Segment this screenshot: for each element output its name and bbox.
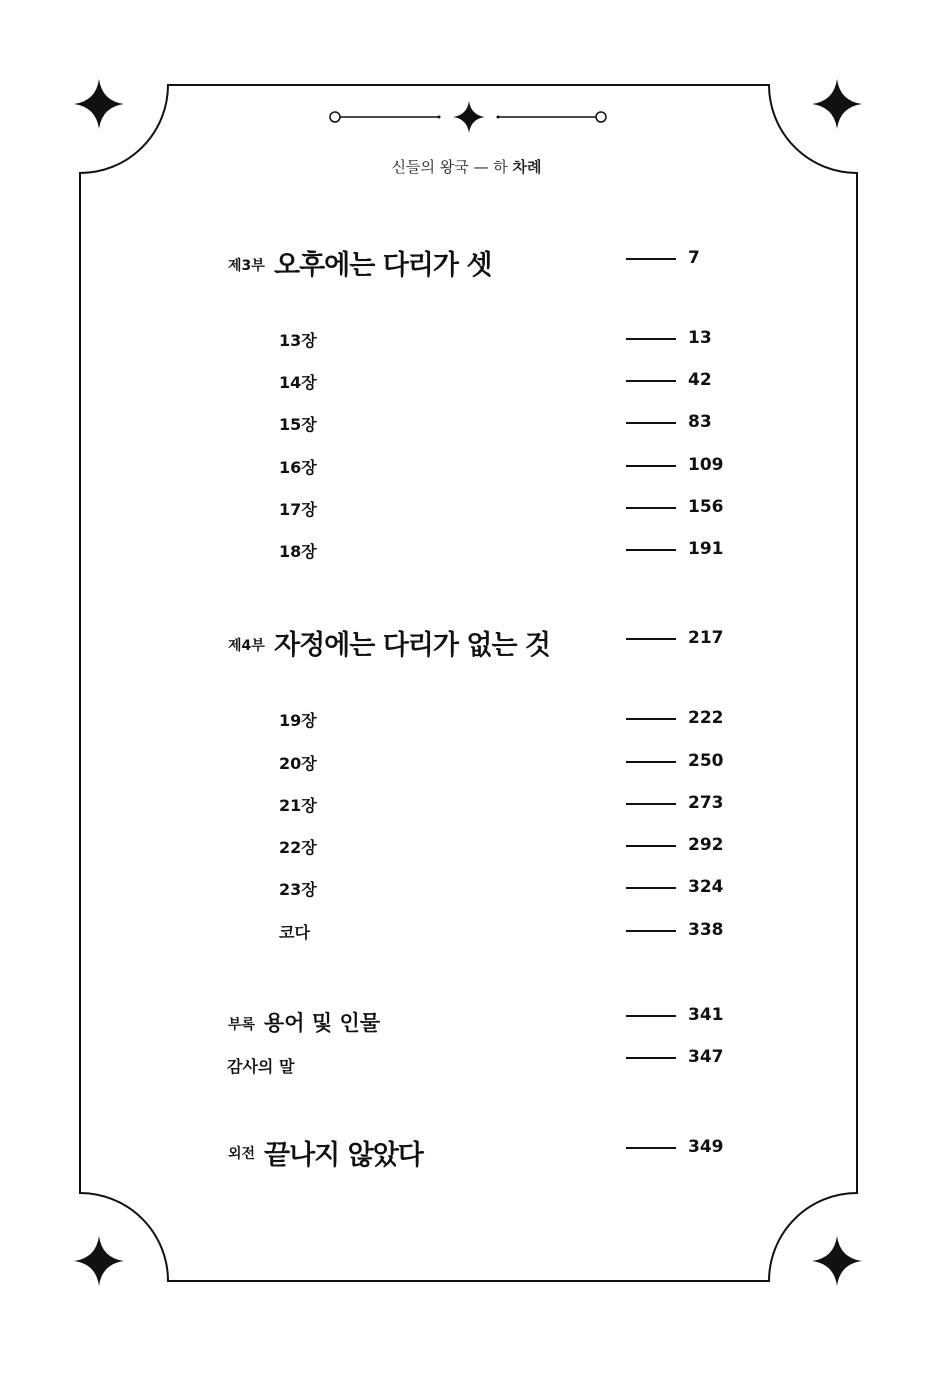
page-number: 191 <box>688 539 724 559</box>
toc-title: 차례 <box>512 158 542 176</box>
toc-entry-acknowledgements[interactable] <box>0 1049 933 1093</box>
page-number: 341 <box>688 1005 724 1025</box>
chapter-label: 21장 <box>279 796 317 815</box>
ornament-divider-icon <box>330 101 606 133</box>
page-header <box>0 156 933 177</box>
page-number: 7 <box>688 248 700 268</box>
leader-line <box>626 845 676 847</box>
toc-entry-chapter[interactable] <box>0 412 933 456</box>
page-number: 109 <box>688 455 724 475</box>
appendix-label: 부록 <box>228 1017 256 1033</box>
toc-entry-chapter[interactable] <box>0 497 933 541</box>
page-number: 292 <box>688 835 724 855</box>
toc-entry-chapter[interactable] <box>0 328 933 372</box>
toc-entry-part3[interactable] <box>0 240 933 284</box>
side-story-label: 외전 <box>228 1146 256 1162</box>
four-point-star-icon <box>812 79 862 129</box>
chapter-label: 13장 <box>279 331 317 350</box>
page-number: 349 <box>688 1137 724 1157</box>
book-title: 신들의 왕국 — 하 <box>391 158 508 176</box>
leader-line <box>626 549 676 551</box>
leader-line <box>626 258 676 260</box>
leader-line <box>626 380 676 382</box>
page-number: 324 <box>688 877 724 897</box>
side-story-title: 끝나지 않았다 <box>264 1140 423 1171</box>
leader-line <box>626 465 676 467</box>
leader-line <box>626 1015 676 1017</box>
chapter-label: 16장 <box>279 458 317 477</box>
page-number: 273 <box>688 793 724 813</box>
chapter-label: 17장 <box>279 500 317 519</box>
leader-line <box>626 422 676 424</box>
toc-entry-side-story[interactable] <box>0 1135 933 1179</box>
four-point-star-icon <box>74 79 124 129</box>
toc-entry-part4[interactable] <box>0 620 933 664</box>
leader-line <box>626 638 676 640</box>
toc-entry-chapter[interactable] <box>0 455 933 499</box>
leader-line <box>626 803 676 805</box>
toc-entry-chapter[interactable] <box>0 877 933 921</box>
four-point-star-icon <box>812 1236 862 1286</box>
leader-line <box>626 338 676 340</box>
acknowledgements-label: 감사의 말 <box>227 1057 295 1076</box>
part-title: 오후에는 다리가 셋 <box>274 250 492 281</box>
toc-entry-chapter[interactable] <box>0 920 933 964</box>
leader-line <box>626 930 676 932</box>
page-number: 217 <box>688 628 724 648</box>
four-point-star-icon <box>74 1236 124 1286</box>
leader-line <box>626 761 676 763</box>
part-title: 자정에는 다리가 없는 것 <box>274 630 551 661</box>
toc-entry-chapter[interactable] <box>0 835 933 879</box>
leader-line <box>626 1057 676 1059</box>
chapter-label: 14장 <box>279 373 317 392</box>
chapter-label: 19장 <box>279 711 317 730</box>
part-label: 제3부 <box>228 258 265 274</box>
leader-line <box>626 1147 676 1149</box>
chapter-label: 23장 <box>279 880 317 899</box>
page-number: 250 <box>688 751 724 771</box>
toc-entry-chapter[interactable] <box>0 708 933 752</box>
part-label: 제4부 <box>228 638 265 654</box>
leader-line <box>626 718 676 720</box>
page-number: 83 <box>688 412 712 432</box>
toc-entry-chapter[interactable] <box>0 793 933 837</box>
chapter-label: 15장 <box>279 415 317 434</box>
chapter-label: 22장 <box>279 838 317 857</box>
appendix-title: 용어 및 인물 <box>264 1011 381 1035</box>
chapter-label: 18장 <box>279 542 317 561</box>
toc-entry-appendix[interactable] <box>0 1005 933 1049</box>
page-number: 222 <box>688 708 724 728</box>
leader-line <box>626 507 676 509</box>
leader-line <box>626 887 676 889</box>
page-number: 13 <box>688 328 712 348</box>
page-number: 42 <box>688 370 712 390</box>
page-number: 338 <box>688 920 724 940</box>
page-number: 156 <box>688 497 724 517</box>
toc-entry-chapter[interactable] <box>0 370 933 414</box>
chapter-label: 코다 <box>279 923 310 942</box>
toc-entry-chapter[interactable] <box>0 751 933 795</box>
chapter-label: 20장 <box>279 754 317 773</box>
toc-entry-chapter[interactable] <box>0 539 933 583</box>
page-number: 347 <box>688 1047 724 1067</box>
